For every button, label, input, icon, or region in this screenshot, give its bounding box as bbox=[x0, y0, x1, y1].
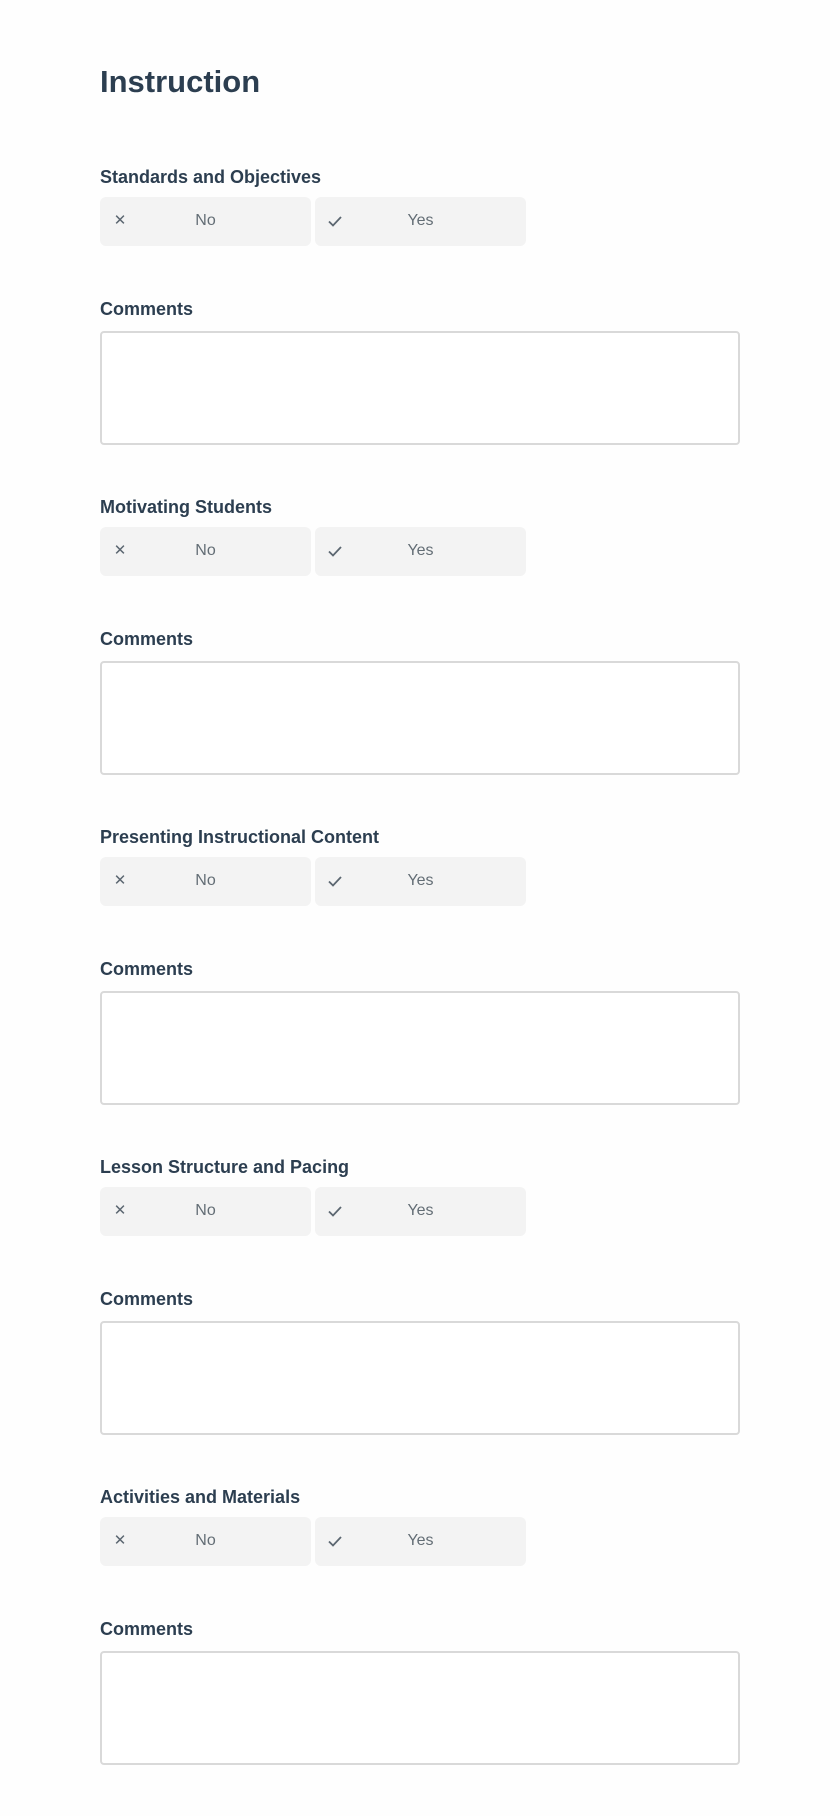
x-icon: ✕ bbox=[113, 1202, 127, 1219]
question-label: Motivating Students bbox=[100, 497, 272, 517]
no-label: No bbox=[195, 212, 216, 229]
no-button[interactable] bbox=[100, 527, 311, 576]
yes-label: Yes bbox=[407, 1202, 434, 1219]
question-standards-and-objectives bbox=[100, 166, 740, 496]
question-lesson-structure-and-pacing bbox=[100, 1156, 740, 1486]
comments-label: Comments bbox=[100, 629, 194, 649]
yes-button[interactable] bbox=[315, 857, 526, 906]
x-icon: ✕ bbox=[113, 1532, 127, 1549]
comments-label: Comments bbox=[100, 959, 194, 979]
yes-button[interactable] bbox=[315, 1187, 526, 1236]
x-icon: ✕ bbox=[113, 212, 127, 229]
question-label: Lesson Structure and Pacing bbox=[100, 1157, 350, 1177]
comments-label: Comments bbox=[100, 1289, 194, 1309]
no-label: No bbox=[195, 1202, 216, 1219]
page-title: Instruction bbox=[100, 64, 261, 99]
yes-label: Yes bbox=[407, 872, 434, 889]
comments-field[interactable] bbox=[100, 1321, 740, 1435]
question-label: Activities and Materials bbox=[100, 1487, 301, 1507]
no-label: No bbox=[195, 1532, 216, 1549]
question-motivating-students bbox=[100, 496, 740, 826]
question-activities-and-materials bbox=[100, 1486, 740, 1816]
comments-field[interactable] bbox=[100, 1651, 740, 1765]
x-icon: ✕ bbox=[113, 872, 127, 889]
yes-button[interactable] bbox=[315, 527, 526, 576]
no-button[interactable] bbox=[100, 197, 311, 246]
question-presenting-instructional-content bbox=[100, 826, 740, 1156]
yes-button[interactable] bbox=[315, 197, 526, 246]
comments-field[interactable] bbox=[100, 991, 740, 1105]
no-label: No bbox=[195, 542, 216, 559]
x-icon: ✕ bbox=[113, 542, 127, 559]
yes-label: Yes bbox=[407, 1532, 434, 1549]
comments-label: Comments bbox=[100, 299, 194, 319]
yes-button[interactable] bbox=[315, 1517, 526, 1566]
no-button[interactable] bbox=[100, 857, 311, 906]
yes-label: Yes bbox=[407, 542, 434, 559]
yes-label: Yes bbox=[407, 212, 434, 229]
no-label: No bbox=[195, 872, 216, 889]
question-label: Standards and Objectives bbox=[100, 167, 322, 187]
comments-label: Comments bbox=[100, 1619, 194, 1639]
no-button[interactable] bbox=[100, 1187, 311, 1236]
no-button[interactable] bbox=[100, 1517, 311, 1566]
comments-field[interactable] bbox=[100, 331, 740, 445]
question-label: Presenting Instructional Content bbox=[100, 827, 380, 847]
comments-field[interactable] bbox=[100, 661, 740, 775]
